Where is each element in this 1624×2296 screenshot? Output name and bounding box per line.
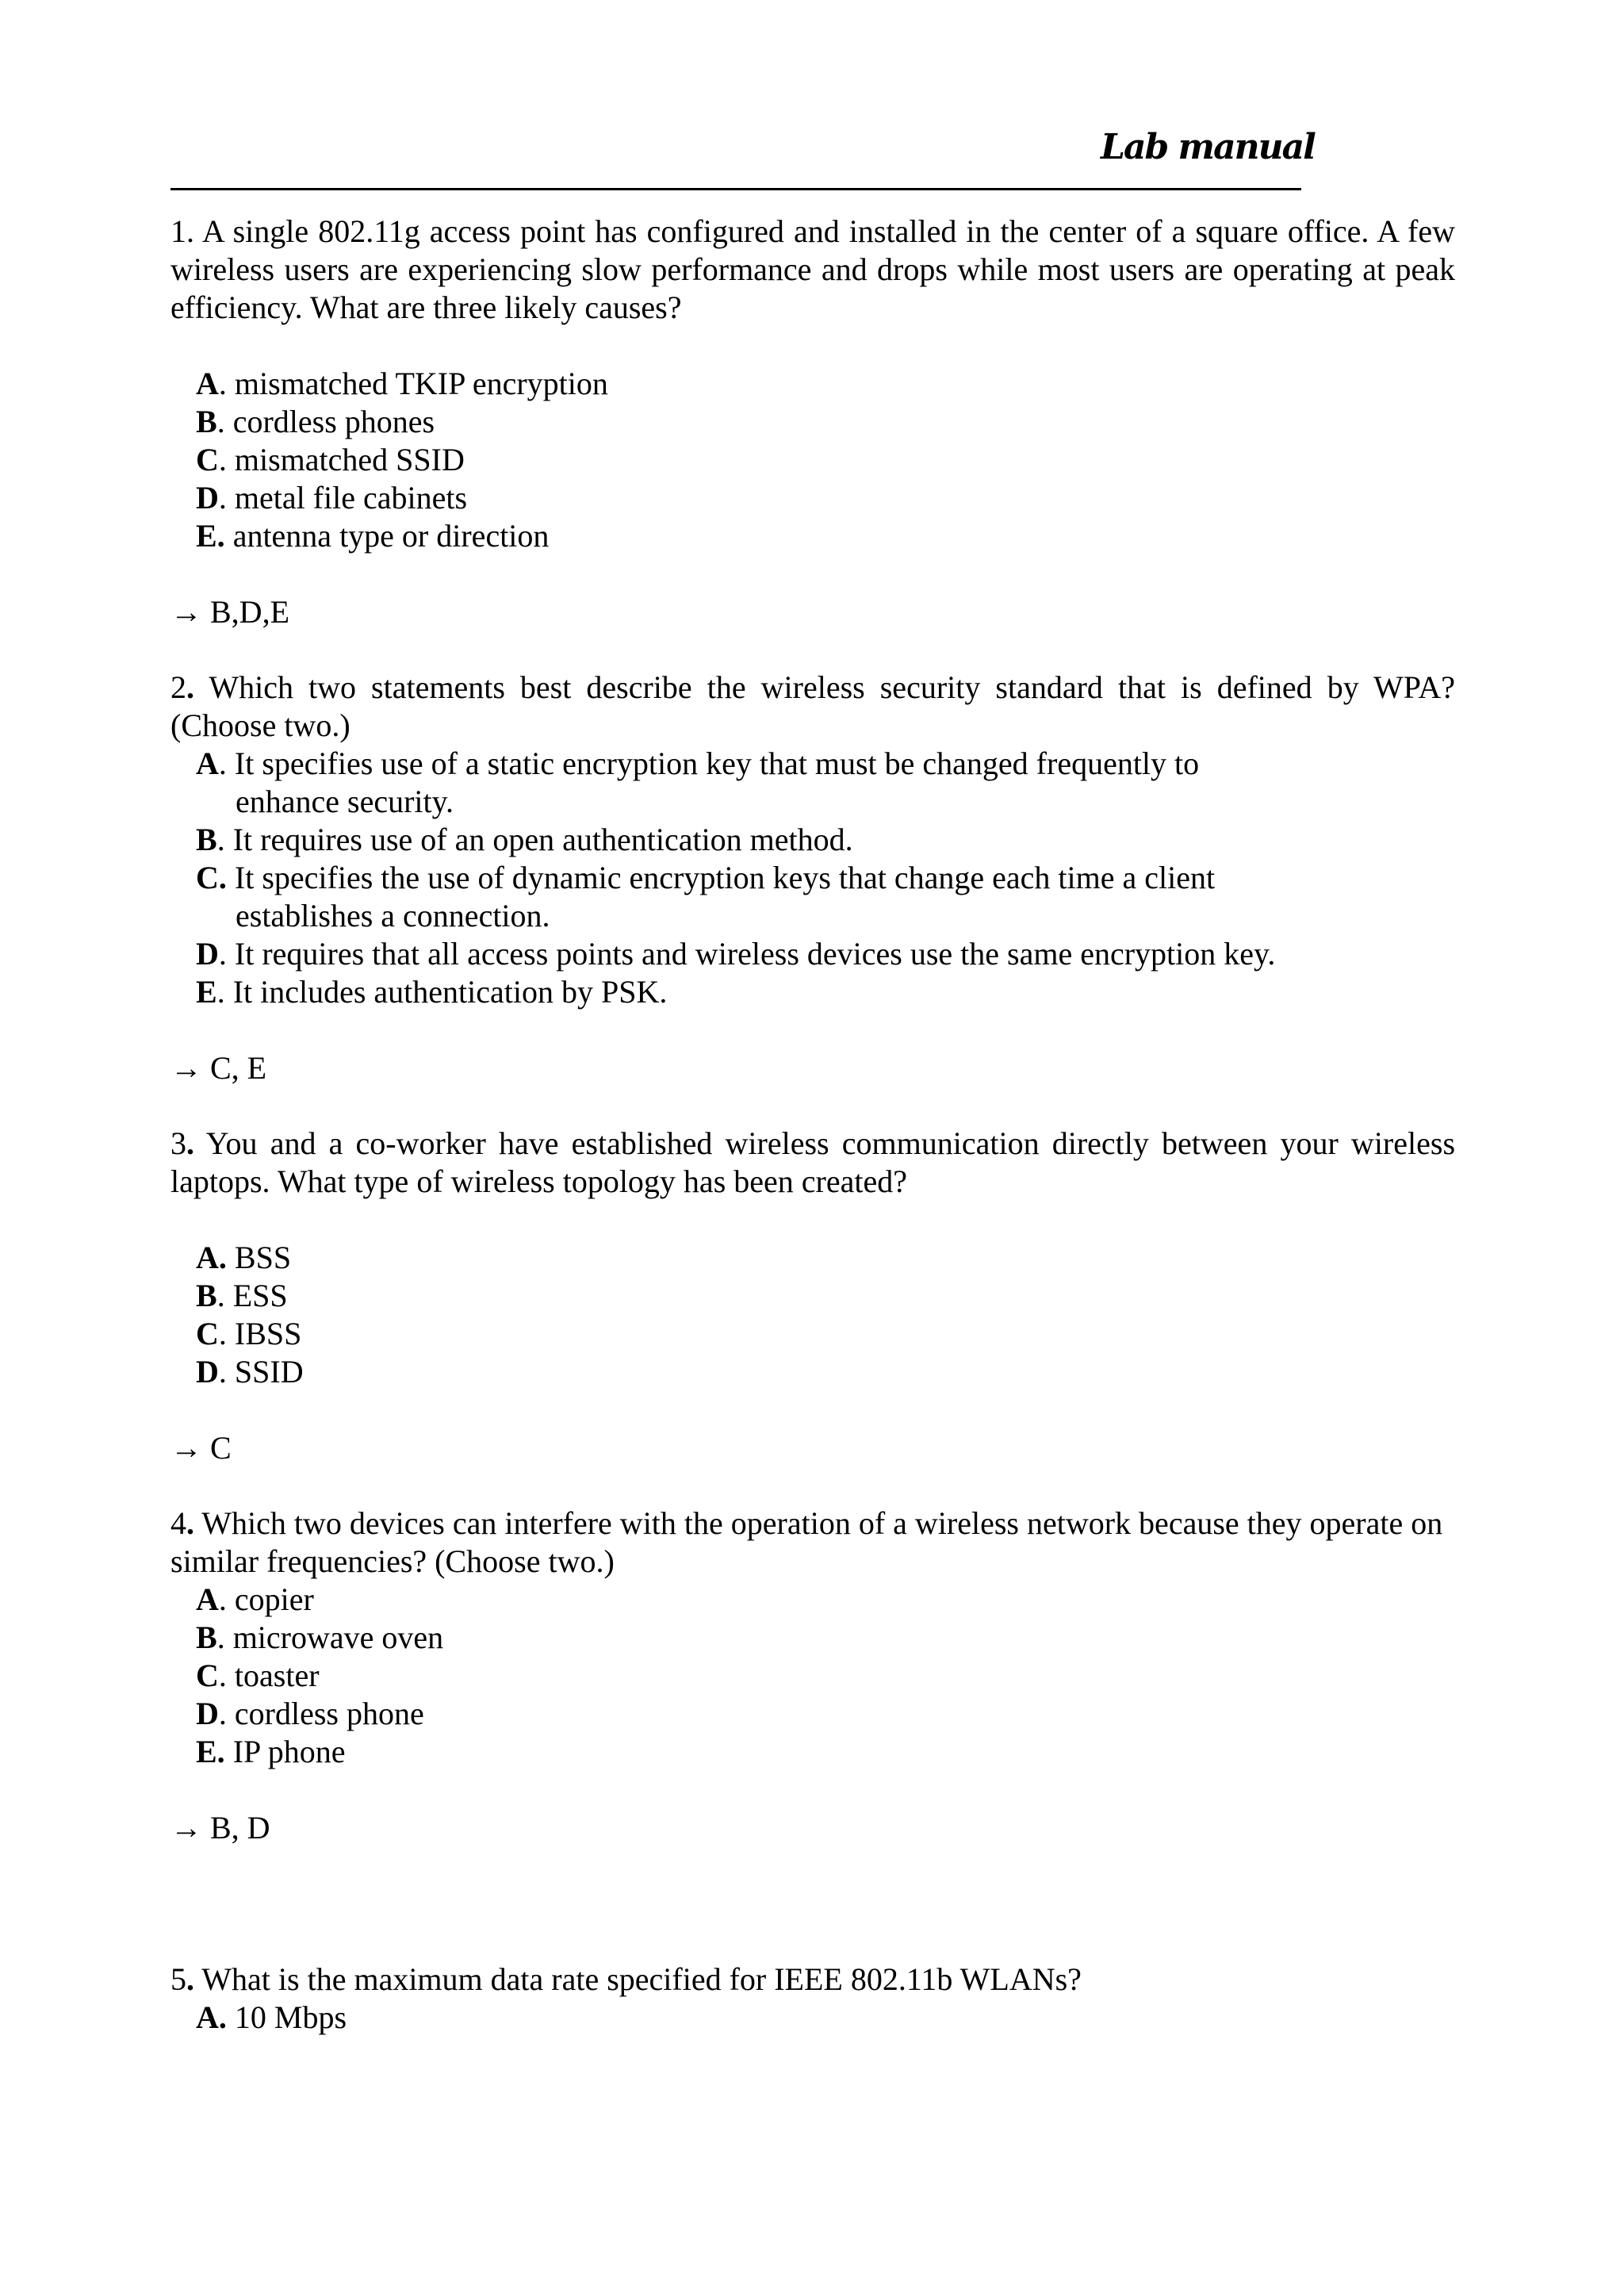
question-3 [170, 1125, 1455, 1467]
option-letter: B [196, 1619, 217, 1655]
question-text: What is the maximum data rate specified for IEEE 802.11b WLANs? [201, 1961, 1082, 1997]
option-text: . copier [218, 1581, 314, 1617]
option [196, 365, 1290, 403]
answer-text: B, D [210, 1810, 270, 1846]
option [196, 479, 1290, 517]
option [196, 973, 1290, 1011]
option-list [170, 1999, 1455, 2037]
option [196, 859, 1290, 935]
arrow-right-icon: → [170, 594, 202, 630]
option-letter: E. [196, 518, 225, 554]
question-text: You and a co-worker have established wireless communication directly between your wireless laptops. What type of wireless topology has been created? [170, 1125, 1456, 1199]
question-number: 4 [170, 1505, 186, 1541]
option-text: . SSID [218, 1354, 304, 1389]
option-text: . metal file cabinets [218, 480, 468, 516]
header-title: Lab manual [1101, 127, 1315, 167]
question-stem: 2. Which two statements best describe the wireless security standard that is defined by WPA? (Choose two.) [170, 669, 1455, 743]
question-text: A single 802.11g access point has configured and installed in the center of a square office. A few wireless users are experiencing slow performance and drops while most users are operating at peak efficiency. What are three likely causes? [170, 213, 1455, 325]
question-5 [170, 1961, 1455, 2037]
question-number: 2 [170, 669, 186, 705]
arrow-right-icon: → [170, 1430, 202, 1466]
option-list [170, 745, 1455, 1011]
question-number: 1 [170, 213, 186, 249]
option-text: antenna type or direction [224, 518, 550, 554]
option [196, 745, 1290, 821]
option-text: . It requires use of an open authentication method. [216, 822, 853, 857]
option-letter: D [196, 1696, 219, 1731]
option-text: 10 Mbps [226, 1999, 347, 2035]
question-stem: 3. You and a co-worker have established wireless communication directly between your wireless laptops. What type of wireless topology has been created? [170, 1125, 1456, 1199]
option [196, 1695, 1290, 1733]
option [196, 821, 1290, 859]
option [196, 1619, 1290, 1657]
option [196, 441, 1290, 479]
answer-line [170, 593, 1455, 631]
option [196, 1353, 1290, 1391]
answer-text: B,D,E [210, 594, 289, 630]
question-number: 5 [170, 1961, 186, 1997]
option-letter: A. [196, 1240, 227, 1275]
option-letter: A [196, 746, 219, 781]
option-letter: C [196, 442, 219, 477]
option [196, 1657, 1290, 1695]
option-list [170, 1581, 1455, 1771]
option-letter: A. [196, 1999, 227, 2035]
option-text: IP phone [224, 1734, 346, 1769]
option-letter: D [196, 936, 219, 972]
question-1 [170, 213, 1455, 631]
option [196, 1733, 1290, 1771]
question-stem: 4. Which two devices can interfere with the operation of a wireless network because they operate on similar frequencies? (Choose two.) [170, 1505, 1443, 1579]
option-letter: B [196, 822, 217, 857]
header-rule [170, 188, 1301, 190]
option-text: . cordless phones [216, 404, 435, 439]
option [196, 403, 1290, 441]
option-letter: B [196, 404, 217, 439]
question-stem: 5. What is the maximum data rate specified for IEEE 802.11b WLANs? [170, 1961, 1082, 1997]
option-text: It specifies the use of dynamic encryption keys that change each time a client establishes a connection. [226, 860, 1216, 933]
option-text: . It includes authentication by PSK. [216, 974, 668, 1010]
option-letter: C [196, 1658, 219, 1693]
arrow-right-icon: → [170, 1050, 202, 1086]
option-letter: C [196, 1316, 219, 1351]
option-text: . toaster [218, 1658, 320, 1693]
option-letter: D [196, 480, 219, 516]
option-letter: D [196, 1354, 219, 1389]
answer-line [170, 1429, 1455, 1467]
option [196, 1999, 1290, 2037]
answer-line [170, 1049, 1455, 1087]
question-text: Which two statements best describe the wireless security standard that is defined by WPA? (Choose two.) [170, 669, 1455, 743]
option-text: . IBSS [218, 1316, 302, 1351]
answer-text: C [210, 1430, 232, 1466]
option [196, 1277, 1290, 1315]
option-text: . It requires that all access points and wireless devices use the same encryption key. [218, 936, 1276, 972]
option [196, 517, 1290, 555]
option-text: . microwave oven [216, 1619, 444, 1655]
option [196, 935, 1290, 973]
option-letter: E. [196, 1734, 225, 1769]
option-letter: C. [196, 860, 227, 895]
question-2 [170, 669, 1455, 1087]
option [196, 1315, 1290, 1353]
option-text: BSS [226, 1240, 292, 1275]
question-4 [170, 1504, 1455, 1847]
question-text: Which two devices can interfere with the operation of a wireless network because they operate on similar frequencies? (Choose two.) [170, 1505, 1443, 1579]
option-text: . ESS [216, 1278, 288, 1313]
option-text: . It specifies use of a static encryption key that must be changed frequently to enhance security. [218, 746, 1200, 819]
question-number: 3 [170, 1125, 186, 1161]
option-list [170, 1239, 1455, 1391]
option-letter: B [196, 1278, 217, 1313]
answer-text: C, E [210, 1050, 267, 1086]
option-text: . mismatched SSID [218, 442, 465, 477]
option-letter: A [196, 1581, 219, 1617]
option-letter: A [196, 366, 219, 401]
option-text: . mismatched TKIP encryption [218, 366, 608, 401]
question-stem: 1. A single 802.11g access point has configured and installed in the center of a square office. A few wireless users are experiencing slow performance and drops while most users are operating at peak efficiency. What are three likely causes? [170, 213, 1455, 325]
option-text: . cordless phone [218, 1696, 424, 1731]
option-letter: E [196, 974, 217, 1010]
arrow-right-icon: → [170, 1810, 202, 1846]
option [196, 1239, 1290, 1277]
document-body [170, 213, 1455, 2037]
answer-line [170, 1809, 1455, 1847]
option-list [170, 365, 1455, 555]
option [196, 1581, 1290, 1619]
